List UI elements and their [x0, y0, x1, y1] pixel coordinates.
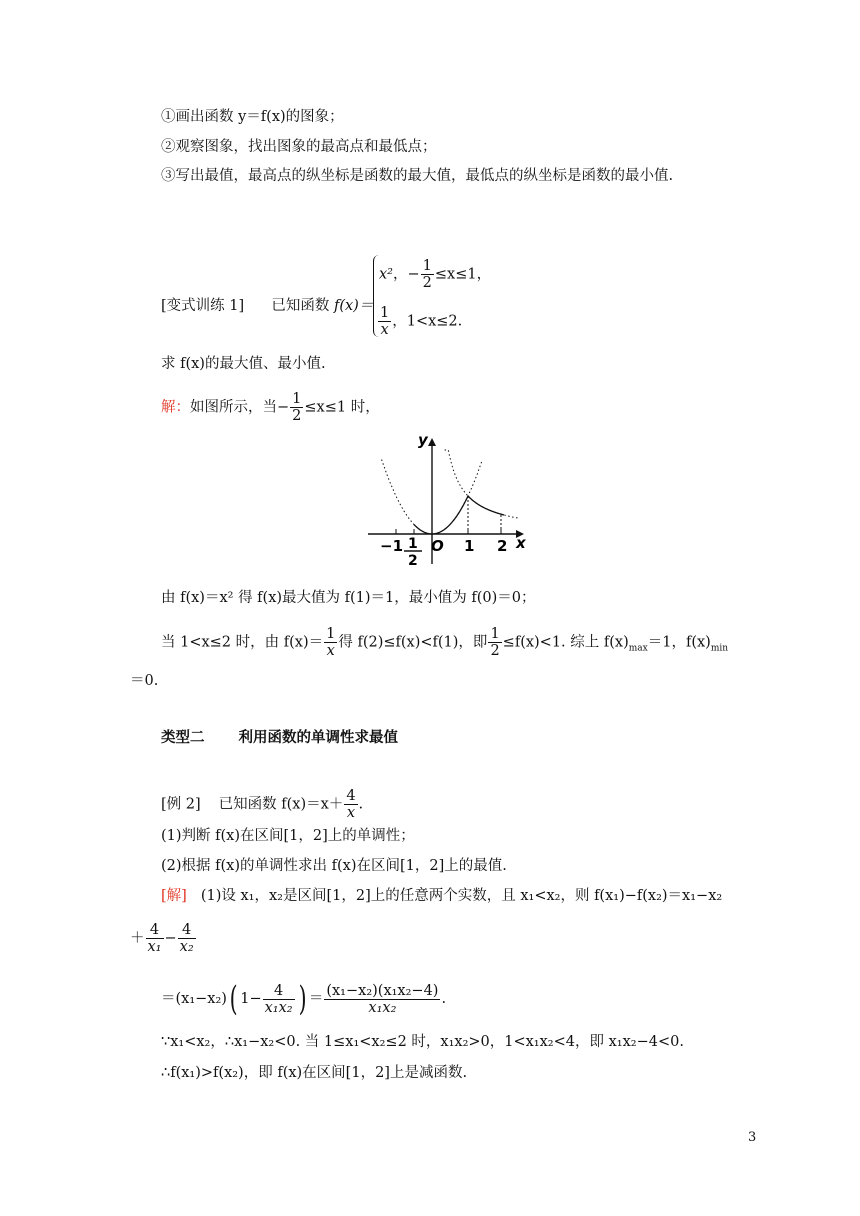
frac-4-over-x: $\frac{4}{x}$: [346, 788, 356, 821]
example-q2: (2)根据 f(x)的单调性求出 f(x)在区间[1，2]上的最值.: [161, 858, 507, 874]
frac-big: $\frac{\text{(x₁−x₂)(x₁x₂−4)}}{\text{x₁x₂}}$: [326, 982, 439, 1016]
frac-half-2: $\frac{1}{2}$: [292, 391, 302, 424]
curve-solid-1: [468, 496, 504, 515]
frac-half-3: $\frac{1}{2}$: [490, 626, 500, 659]
piece-2: [377, 305, 462, 338]
solution-label: 解：: [161, 399, 190, 416]
frac-4-over-x1: $\frac{4}{\text{x₁}}$: [147, 922, 162, 955]
example-solution-3: ＝(x₁−x₂)( 1− $\frac{4}{\text{x₁x₂}}$ ) ＝ $\frac{\text{(x₁−x₂)(x₁x₂−4)}}{\text{x₁x₂}}$ .: [161, 979, 447, 1019]
conclusion-line-3: ＝0.: [130, 673, 159, 689]
piece-2-cond: ，1<x≤2.: [392, 313, 463, 330]
conclusion-line-2: [161, 626, 728, 659]
conclusion-line-1: 由 f(x)＝x² 得 f(x)最大值为 f(1)＝1，最小值为 f(0)＝0；: [161, 590, 536, 606]
y-axis-arrow: [428, 438, 436, 446]
right-paren: ): [298, 979, 307, 1019]
example-solution-label: [解]: [161, 888, 187, 904]
piece-1: [379, 258, 491, 291]
variant-fx: f(x)＝: [333, 298, 374, 314]
tick-label-1: 1: [464, 537, 475, 555]
frac-half-1: $\frac{1}{2}$: [422, 258, 432, 291]
example-line: [例 2] 已知函数 f(x)＝x＋ $\frac{4}{x}$ .: [161, 788, 364, 821]
section-title: 利用函数的单调性求最值: [238, 730, 398, 746]
example-solution-2: ＋ $\frac{4}{\text{x₁}}$ − $\frac{4}{\text{x₂}}$: [130, 922, 194, 955]
variant-label-line: [161, 296, 373, 316]
sub-max: max: [628, 643, 648, 654]
conclusion-2c: ≤f(x)<1. 综上 f(x): [502, 634, 629, 651]
variant-label: [变式训练 1]: [161, 298, 245, 314]
left-paren: (: [229, 979, 238, 1019]
variant-solution-line: [161, 391, 380, 424]
curve-dotted-3: [445, 450, 519, 518]
function-graph: [360, 430, 535, 570]
example-solution-1: [解] (1)设 x₁，x₂是区间[1，2]上的任意两个实数，且 x₁<x₂，则 f(x₁)−f(x₂)＝x₁−x₂: [161, 888, 723, 904]
page-number: 3: [748, 1130, 757, 1145]
sub-min: min: [710, 643, 729, 654]
frac-one-over-x-1: $\frac{1}{x}$: [380, 305, 390, 338]
example-q1: (1)判断 f(x)在区间[1，2]上的单调性；: [161, 828, 415, 844]
example-solution-5: ∴f(x₁)>f(x₂)，即 f(x)在区间[1，2]上是减函数.: [161, 1065, 468, 1081]
y-axis-label: y: [418, 431, 428, 449]
step-1: ①画出函数 y＝f(x)的图象；: [161, 109, 344, 125]
step-3: ③写出最值，最高点的纵坐标是函数的最大值，最低点的纵坐标是函数的最小值.: [161, 168, 674, 184]
piece-1-cond-b: ≤x≤1，: [434, 266, 492, 283]
piece-1-cond-a: ，−: [393, 266, 420, 283]
example-label: [例 2]: [161, 796, 201, 813]
example-intro: 已知函数 f(x)＝x＋: [218, 796, 344, 813]
origin-label: O: [431, 537, 444, 555]
conclusion-2d: ＝1，f(x): [647, 634, 711, 651]
piece-1-expr: x²: [379, 266, 393, 283]
variant-question: 求 f(x)的最大值、最小值.: [161, 356, 326, 372]
tick-label-neg-half-num: 1: [408, 536, 418, 552]
conclusion-2a: 当 1<x≤2 时，由 f(x)＝: [161, 634, 324, 651]
step-2: ②观察图象，找出图象的最高点和最低点；: [161, 139, 437, 155]
conclusion-2b: 得 f(2)≤f(x)<f(1)，即: [338, 634, 488, 651]
frac-4-over-x1x2: $\frac{4}{\text{x₁x₂}}$: [264, 982, 293, 1016]
x-axis-label: x: [516, 534, 526, 552]
variant-intro: 已知函数: [271, 298, 330, 314]
frac-4-over-x2: $\frac{4}{\text{x₂}}$: [179, 922, 194, 955]
example-solution-4: ∵x₁<x₂，∴x₁−x₂<0. 当 1≤x₁<x₂≤2 时，x₁x₂>0，1<x₁x₂<4，即 x₁x₂−4<0.: [161, 1034, 684, 1050]
solution-text-1: 如图所示，当−: [190, 399, 290, 416]
section-label: 类型二: [161, 730, 205, 746]
curve-solid-0: [414, 496, 468, 534]
solution-text-2: ≤x≤1 时，: [304, 399, 380, 416]
tick-label-neg-half-den: 2: [408, 553, 418, 569]
tick-label-neg1: −1: [380, 537, 404, 555]
section-heading: [161, 728, 398, 748]
tick-label-2: 2: [497, 537, 508, 555]
frac-one-over-x-2: $\frac{1}{x}$: [326, 626, 336, 659]
